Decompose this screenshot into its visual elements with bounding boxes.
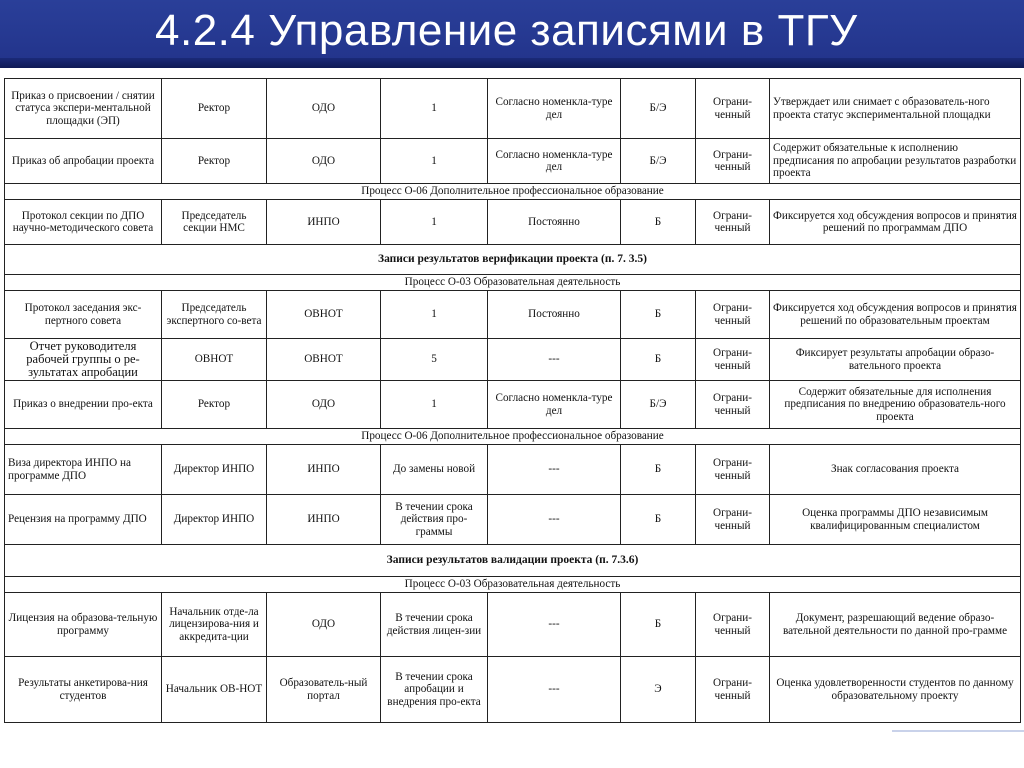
access-cell: Ограни-ченный [696, 381, 770, 429]
storage-place-cell: ИНПО [267, 445, 381, 495]
record-name-cell: Результаты анкетирова-ния студентов [5, 657, 162, 723]
responsible-cell: Начальник отде-ла лицензирова-ния и аккредита-ции [162, 593, 267, 657]
medium-cell: Б [621, 445, 696, 495]
process-label: Процесс О-03 Образовательная деятельность [5, 577, 1021, 593]
record-name-cell: Приказ о внедрении про-екта [5, 381, 162, 429]
purpose-cell: Документ, разрешающий ведение образо-вательной деятельности по данной про-грамме [770, 593, 1021, 657]
process-label: Процесс О-06 Дополнительное профессиональное образование [5, 184, 1021, 200]
record-name-cell: Отчет руководителя рабочей группы о ре-зультатах апробации [5, 339, 162, 381]
section-heading: Записи результатов верификации проекта (п. 7. 3.5) [5, 245, 1021, 275]
purpose-cell: Содержит обязательные к исполнению предписания по апробации результатов разработки проекта [770, 139, 1021, 184]
medium-cell: Б/Э [621, 139, 696, 184]
copies-cell: В течении срока действия лицен-зии [381, 593, 488, 657]
retention-cell: --- [488, 495, 621, 545]
section-row [5, 245, 1021, 275]
record-name-cell: Протокол секции по ДПО научно-методического совета [5, 200, 162, 245]
purpose-cell: Фиксируется ход обсуждения вопросов и принятия решений по программам ДПО [770, 200, 1021, 245]
purpose-cell: Оценка программы ДПО независимым квалифицированным специалистом [770, 495, 1021, 545]
storage-place-cell: ОДО [267, 79, 381, 139]
access-cell: Ограни-ченный [696, 495, 770, 545]
footer-line [892, 730, 1024, 732]
process-row [5, 577, 1021, 593]
storage-place-cell: Образователь-ный портал [267, 657, 381, 723]
storage-place-cell: ОДО [267, 593, 381, 657]
medium-cell: Б [621, 291, 696, 339]
retention-cell: Постоянно [488, 200, 621, 245]
retention-cell: Постоянно [488, 291, 621, 339]
access-cell: Ограни-ченный [696, 339, 770, 381]
table-row [5, 200, 1021, 245]
copies-cell: В течении срока действия про-граммы [381, 495, 488, 545]
retention-cell: Согласно номенкла-туре дел [488, 139, 621, 184]
responsible-cell: Председатель экспертного со-вета [162, 291, 267, 339]
record-name-cell: Приказ о присвоении / снятии статуса экспери-ментальной площадки (ЭП) [5, 79, 162, 139]
record-name-cell: Рецензия на программу ДПО [5, 495, 162, 545]
copies-cell: 1 [381, 291, 488, 339]
retention-cell: --- [488, 445, 621, 495]
responsible-cell: Начальник ОВ-НОТ [162, 657, 267, 723]
table-row [5, 495, 1021, 545]
record-name-cell: Приказ об апробации проекта [5, 139, 162, 184]
table-row [5, 139, 1021, 184]
retention-cell: Согласно номенкла-туре дел [488, 79, 621, 139]
table-row [5, 79, 1021, 139]
process-row [5, 275, 1021, 291]
medium-cell: Б/Э [621, 79, 696, 139]
responsible-cell: ОВНОТ [162, 339, 267, 381]
medium-cell: Э [621, 657, 696, 723]
process-row [5, 429, 1021, 445]
title-bottom-band [0, 58, 1024, 68]
purpose-cell: Фиксируется ход обсуждения вопросов и принятия решений по образовательным проектам [770, 291, 1021, 339]
copies-cell: 5 [381, 339, 488, 381]
access-cell: Ограни-ченный [696, 657, 770, 723]
medium-cell: Б [621, 593, 696, 657]
copies-cell: В течении срока апробации и внедрения про-екта [381, 657, 488, 723]
storage-place-cell: ИНПО [267, 495, 381, 545]
process-row [5, 184, 1021, 200]
storage-place-cell: ОВНОТ [267, 291, 381, 339]
medium-cell: Б/Э [621, 381, 696, 429]
access-cell: Ограни-ченный [696, 139, 770, 184]
table-row [5, 445, 1021, 495]
purpose-cell: Утверждает или снимает с образователь-ного проекта статус экспериментальной площадки [770, 79, 1021, 139]
purpose-cell: Знак согласования проекта [770, 445, 1021, 495]
storage-place-cell: ОДО [267, 381, 381, 429]
record-name-cell: Виза директора ИНПО на программе ДПО [5, 445, 162, 495]
copies-cell: 1 [381, 381, 488, 429]
medium-cell: Б [621, 200, 696, 245]
access-cell: Ограни-ченный [696, 291, 770, 339]
purpose-cell: Фиксирует результаты апробации образо-вательного проекта [770, 339, 1021, 381]
medium-cell: Б [621, 495, 696, 545]
section-heading: Записи результатов валидации проекта (п. 7.3.6) [5, 545, 1021, 577]
purpose-cell: Оценка удовлетворенности студентов по данному образовательному проекту [770, 657, 1021, 723]
table-row [5, 657, 1021, 723]
records-document [4, 78, 1020, 730]
responsible-cell: Директор ИНПО [162, 495, 267, 545]
storage-place-cell: ОВНОТ [267, 339, 381, 381]
copies-cell: 1 [381, 79, 488, 139]
responsible-cell: Ректор [162, 79, 267, 139]
retention-cell: --- [488, 657, 621, 723]
copies-cell: 1 [381, 139, 488, 184]
slide-title: 4.2.4 Управление записями в ТГУ [155, 6, 858, 55]
responsible-cell: Председатель секции НМС [162, 200, 267, 245]
access-cell: Ограни-ченный [696, 79, 770, 139]
responsible-cell: Ректор [162, 139, 267, 184]
responsible-cell: Ректор [162, 381, 267, 429]
storage-place-cell: ОДО [267, 139, 381, 184]
responsible-cell: Директор ИНПО [162, 445, 267, 495]
copies-cell: 1 [381, 200, 488, 245]
storage-place-cell: ИНПО [267, 200, 381, 245]
record-name-cell: Лицензия на образова-тельную программу [5, 593, 162, 657]
retention-cell: --- [488, 339, 621, 381]
title-bar [0, 0, 1024, 68]
table-row [5, 291, 1021, 339]
process-label: Процесс О-03 Образовательная деятельность [5, 275, 1021, 291]
retention-cell: Согласно номенкла-туре дел [488, 381, 621, 429]
records-table [4, 78, 1021, 723]
table-row [5, 593, 1021, 657]
record-name-cell: Протокол заседания экс-пертного совета [5, 291, 162, 339]
section-row [5, 545, 1021, 577]
purpose-cell: Содержит обязательные для исполнения предписания по внедрению образователь-ного проекта [770, 381, 1021, 429]
retention-cell: --- [488, 593, 621, 657]
table-row [5, 339, 1021, 381]
medium-cell: Б [621, 339, 696, 381]
access-cell: Ограни-ченный [696, 200, 770, 245]
process-label: Процесс О-06 Дополнительное профессиональное образование [5, 429, 1021, 445]
copies-cell: До замены новой [381, 445, 488, 495]
table-row [5, 381, 1021, 429]
access-cell: Ограни-ченный [696, 445, 770, 495]
access-cell: Ограни-ченный [696, 593, 770, 657]
